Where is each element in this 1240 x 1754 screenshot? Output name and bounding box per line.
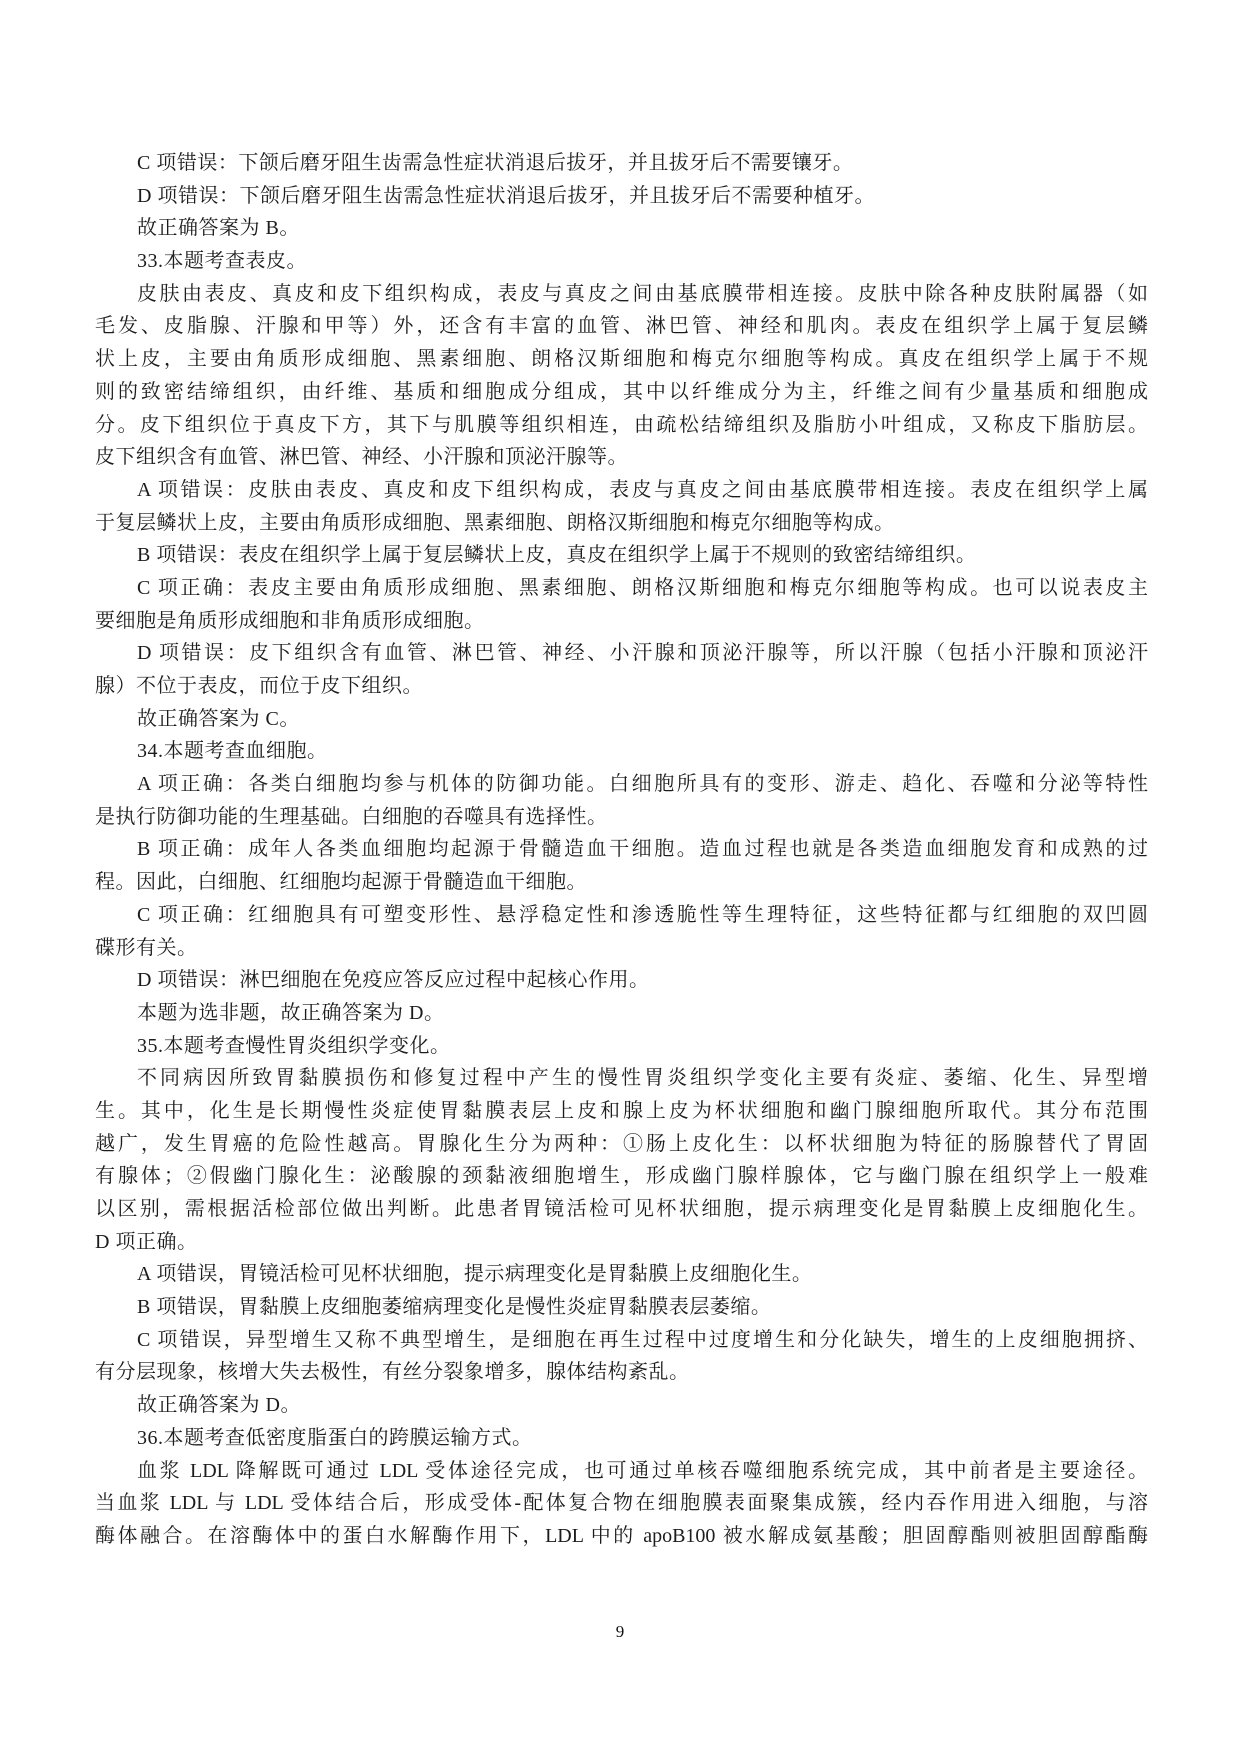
text-line: 酶体融合。在溶酶体中的蛋白水解酶作用下，LDL 中的 apoB100 被水解成氨基酸；胆固醇酯则被胆固醇酯酶 <box>95 1524 1148 1547</box>
text-line: 于复层鳞状上皮，主要由角质形成细胞、黑素细胞、朗格汉斯细胞和梅克尔细胞等构成。 <box>95 511 895 534</box>
text-line: B 项错误：表皮在组织学上属于复层鳞状上皮，真皮在组织学上属于不规则的致密结缔组织。 <box>137 544 977 567</box>
page-number: 9 <box>615 1622 625 1641</box>
text-line: 是执行防御功能的生理基础。白细胞的吞噬具有选择性。 <box>95 805 608 828</box>
text-line: B 项正确：成年人各类血细胞均起源于骨髓造血干细胞。造血过程也就是各类造血细胞发育和成熟的过 <box>137 838 1148 861</box>
text-line: D 项错误：下颌后磨牙阻生齿需急性症状消退后拔牙，并且拔牙后不需要种植牙。 <box>137 184 875 207</box>
text-line: 皮下组织含有血管、淋巴管、神经、小汗腺和顶泌汗腺等。 <box>95 446 628 469</box>
text-line: 毛发、皮脂腺、汗腺和甲等）外，还含有丰富的血管、淋巴管、神经和肌肉。表皮在组织学上属于复层鳞 <box>95 315 1148 338</box>
text-line: 皮肤由表皮、真皮和皮下组织构成，表皮与真皮之间由基底膜带相连接。皮肤中除各种皮肤附属器（如 <box>137 282 1148 305</box>
text-line: 36.本题考查低密度脂蛋白的跨膜运输方式。 <box>137 1426 533 1449</box>
text-line: 有腺体；②假幽门腺化生：泌酸腺的颈黏液细胞增生，形成幽门腺样腺体，它与幽门腺在组织学上一般难 <box>95 1165 1148 1188</box>
text-line: 本题为选非题，故正确答案为 D。 <box>137 1001 445 1024</box>
text-line: A 项错误，胃镜活检可见杯状细胞，提示病理变化是胃黏膜上皮细胞化生。 <box>137 1263 813 1286</box>
text-line: 血浆 LDL 降解既可通过 LDL 受体途径完成，也可通过单核吞噬细胞系统完成，其中前者是主要途径。 <box>137 1459 1148 1482</box>
text-line: A 项错误：皮肤由表皮、真皮和皮下组织构成，表皮与真皮之间由基底膜带相连接。表皮在组织学上属 <box>137 478 1148 501</box>
text-line: C 项正确：红细胞具有可塑变形性、悬浮稳定性和渗透脆性等生理特征，这些特征都与红细胞的双凹圆 <box>137 903 1148 926</box>
text-line: 状上皮，主要由角质形成细胞、黑素细胞、朗格汉斯细胞和梅克尔细胞等构成。真皮在组织学上属于不规 <box>95 348 1148 371</box>
answer-explanations-body <box>95 147 1148 1553</box>
text-line: 当血浆 LDL 与 LDL 受体结合后，形成受体-配体复合物在细胞膜表面聚集成簇，经内吞作用进入细胞，与溶 <box>95 1492 1148 1515</box>
text-line: 生。其中，化生是长期慢性炎症使胃黏膜表层上皮和腺上皮为杯状细胞和幽门腺细胞所取代。其分布范围 <box>95 1099 1148 1122</box>
text-line: C 项错误：下颌后磨牙阻生齿需急性症状消退后拔牙，并且拔牙后不需要镶牙。 <box>137 152 854 174</box>
text-line: 33.本题考查表皮。 <box>137 250 307 273</box>
text-line: 腺）不位于表皮，而位于皮下组织。 <box>95 675 423 697</box>
text-line: C 项错误，异型增生又称不典型增生，是细胞在再生过程中过度增生和分化缺失，增生的上皮细胞拥挤、 <box>137 1328 1148 1351</box>
text-line: 故正确答案为 D。 <box>137 1394 301 1417</box>
text-line: 程。因此，白细胞、红细胞均起源于骨髓造血干细胞。 <box>95 871 587 894</box>
text-line: 不同病因所致胃黏膜损伤和修复过程中产生的慢性胃炎组织学变化主要有炎症、萎缩、化生、异型增 <box>137 1067 1148 1090</box>
text-line: C 项正确：表皮主要由角质形成细胞、黑素细胞、朗格汉斯细胞和梅克尔细胞等构成。也可以说表皮主 <box>137 576 1148 599</box>
text-line: 碟形有关。 <box>95 936 198 959</box>
text-line: D 项正确。 <box>95 1230 198 1253</box>
text-line: B 项错误，胃黏膜上皮细胞萎缩病理变化是慢性炎症胃黏膜表层萎缩。 <box>137 1296 772 1319</box>
text-line: D 项错误：淋巴细胞在免疫应答反应过程中起核心作用。 <box>137 969 650 992</box>
text-line: 要细胞是角质形成细胞和非角质形成细胞。 <box>95 609 485 632</box>
text-line: A 项正确：各类白细胞均参与机体的防御功能。白细胞所具有的变形、游走、趋化、吞噬和分泌等特性 <box>137 773 1148 796</box>
text-line: 34.本题考查血细胞。 <box>137 740 328 763</box>
text-line: 则的致密结缔组织，由纤维、基质和细胞成分组成，其中以纤维成分为主，纤维之间有少量基质和细胞成 <box>95 380 1148 403</box>
text-line: 以区别，需根据活检部位做出判断。此患者胃镜活检可见杯状细胞，提示病理变化是胃黏膜上皮细胞化生。 <box>95 1198 1148 1220</box>
text-line: 分。皮下组织位于真皮下方，其下与肌膜等组织相连，由疏松结缔组织及脂肪小叶组成，又称皮下脂肪层。 <box>95 413 1148 436</box>
text-line: 35.本题考查慢性胃炎组织学变化。 <box>137 1034 451 1057</box>
text-line: 越广，发生胃癌的危险性越高。胃腺化生分为两种：①肠上皮化生：以杯状细胞为特征的肠腺替代了胃固 <box>95 1132 1148 1155</box>
text-line: D 项错误：皮下组织含有血管、淋巴管、神经、小汗腺和顶泌汗腺等，所以汗腺（包括小汗腺和顶泌汗 <box>137 642 1148 665</box>
text-line: 故正确答案为 C。 <box>137 707 300 730</box>
text-line: 有分层现象，核增大失去极性，有丝分裂象增多，腺体结构紊乱。 <box>95 1361 690 1384</box>
text-line: 故正确答案为 B。 <box>137 217 300 240</box>
